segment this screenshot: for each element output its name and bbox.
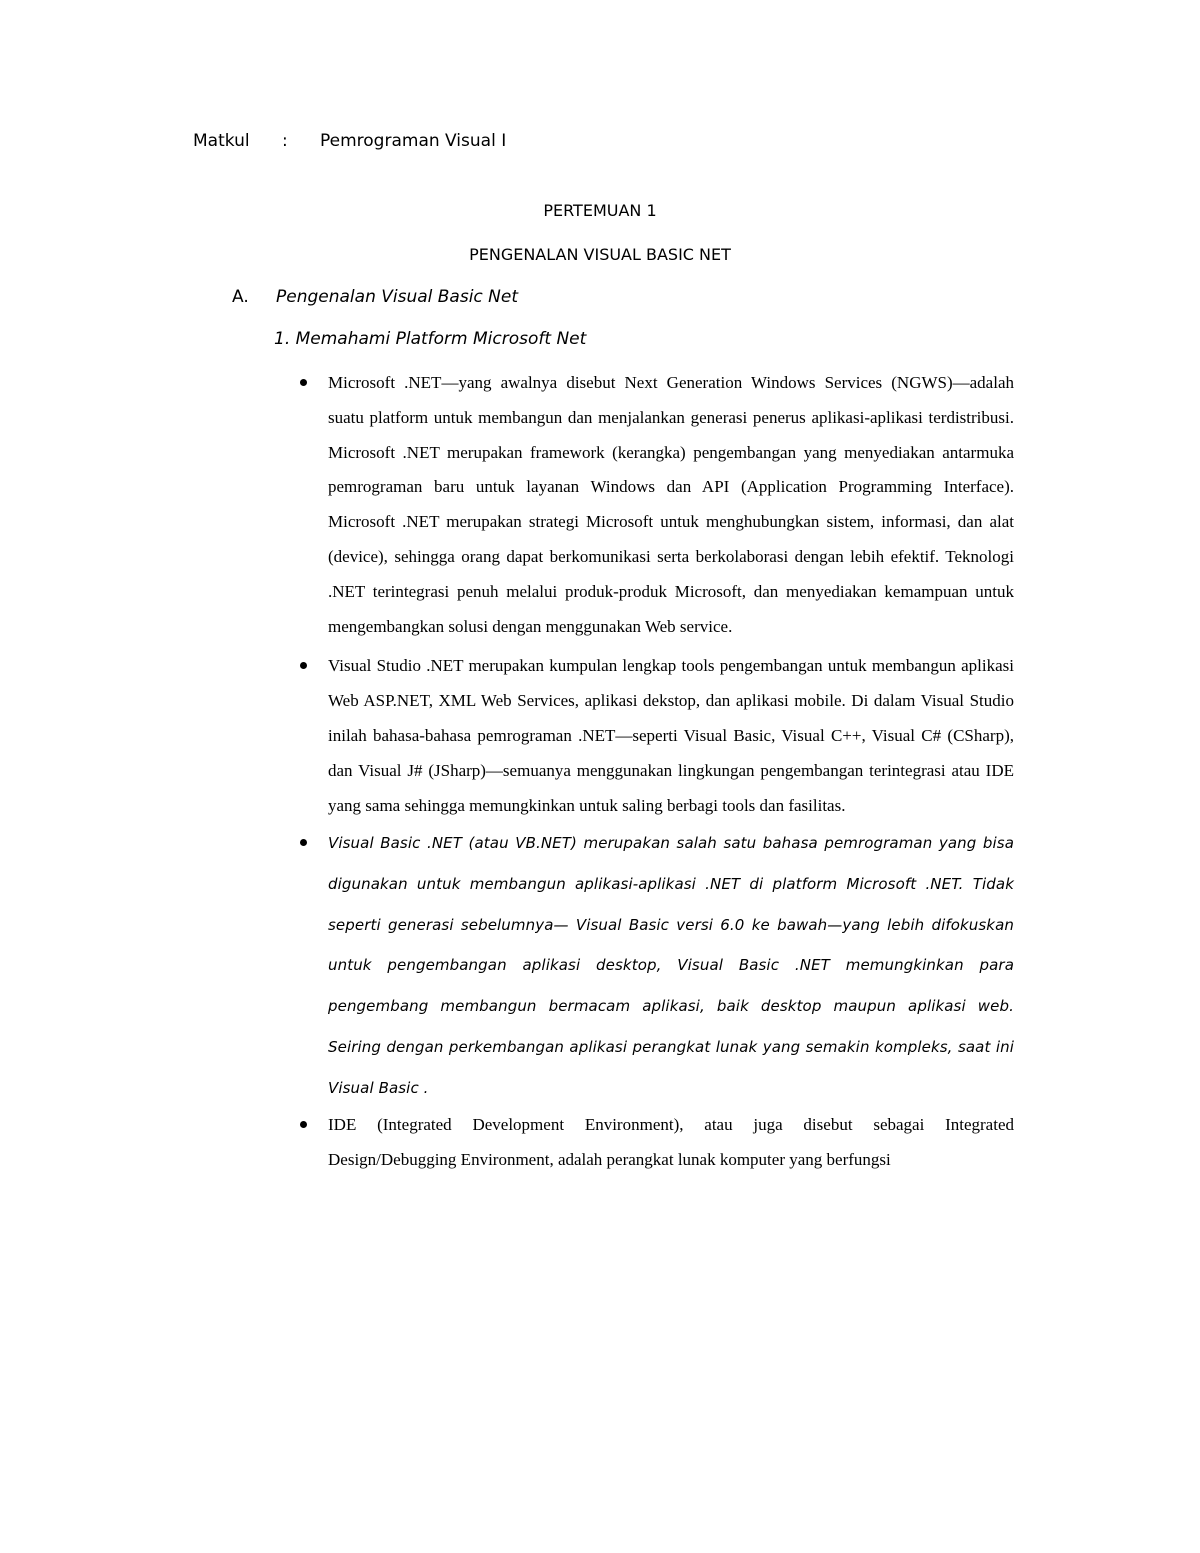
list-item-text: Microsoft .NET—yang awalnya disebut Next Generation Windows Services (NGWS)—adalah suatu platform untuk membangun dan menjalankan generasi penerus aplikasi-aplikasi terdistribusi. Microsoft .NET merupakan framework (kerangka) pengembangan yang menyediakan antarmuka pemrograman baru untuk layanan Windows dan API (Application Programming Interface). Microsoft .NET merupakan strategi Microsoft untuk menghubungkan sistem, informasi, dan alat (device), sehingga orang dapat berkomunikasi serta berkolaborasi dengan lebih efektif. Teknologi .NET terintegrasi penuh melalui produk-produk Microsoft, dan menyediakan kemampuan untuk mengembangkan solusi dengan menggunakan Web service. xyxy=(328,373,1014,636)
list-item-text: IDE (Integrated Development Environment), atau juga disebut sebagai Integrated Design/Debugging Environment, adalah perangkat lunak komputer yang berfungsi xyxy=(328,1115,1014,1170)
list-item xyxy=(298,823,1014,1108)
meeting-title: PERTEMUAN 1 xyxy=(543,201,657,220)
section-heading xyxy=(232,287,518,307)
list-item xyxy=(298,366,1014,644)
course-colon: : xyxy=(282,131,288,151)
bullet-list xyxy=(298,366,1014,1178)
course-label: Matkul xyxy=(193,131,250,151)
list-item-text: Visual Studio .NET merupakan kumpulan lengkap tools pengembangan untuk membangun aplikasi Web ASP.NET, XML Web Services, aplikasi dekstop, dan aplikasi mobile. Di dalam Visual Studio inilah bahasa-bahasa pemrograman .NET—seperti Visual Basic, Visual C++, Visual C# (CSharp), dan Visual J# (JSharp)—semuanya menggunakan lingkungan pengembangan terintegrasi atau IDE yang sama sehingga memungkinkan untuk saling berbagi tools dan fasilitas. xyxy=(328,656,1014,815)
bullet-dot-icon xyxy=(300,1121,307,1128)
subsection-heading: 1. Memahami Platform Microsoft Net xyxy=(274,329,587,349)
course-name: Pemrograman Visual I xyxy=(320,131,507,151)
section-title: Pengenalan Visual Basic Net xyxy=(276,287,519,307)
section-marker: A. xyxy=(232,287,249,307)
list-item xyxy=(298,1108,1014,1178)
list-item-text: Visual Basic .NET (atau VB.NET) merupakan salah satu bahasa pemrograman yang bisa digunakan untuk membangun aplikasi-aplikasi .NET di platform Microsoft .NET. Tidak seperti generasi sebelumnya— Visual Basic versi 6.0 ke bawah—yang lebih difokuskan untuk pengembangan aplikasi desktop, Visual Basic .NET memungkinkan para pengembang membangun bermacam aplikasi, baik desktop maupun aplikasi web. Seiring dengan perkembangan aplikasi perangkat lunak yang semakin kompleks, saat ini Visual Basic . xyxy=(328,834,1014,1097)
bullet-dot-icon xyxy=(300,662,307,669)
bullet-dot-icon xyxy=(300,379,307,386)
course-header xyxy=(193,131,506,151)
bullet-dot-icon xyxy=(300,839,307,846)
topic-title: PENGENALAN VISUAL BASIC NET xyxy=(469,245,731,264)
list-item xyxy=(298,649,1014,823)
